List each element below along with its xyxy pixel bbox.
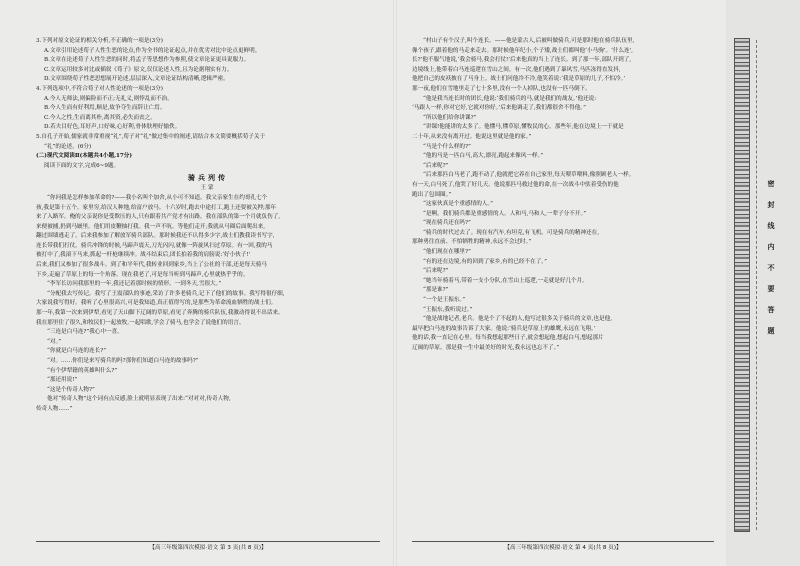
story-line: 长?’他不服气地说,‘我会骑马,我会打仗!’后来他真的当上了连长。到了那一年,部队开到了, xyxy=(412,57,632,64)
right-page xyxy=(398,0,724,566)
story-line: 最早把白马连的故事告诉了大家。他说:‘骑兵是草原上的雄鹰,永远在飞翔。’ xyxy=(412,325,596,332)
story-line: “这家伙真是个重感情的人。” xyxy=(423,201,494,208)
story-line: “有个伊犁籍的英雄叫什么?” xyxy=(47,367,118,374)
story-line: “骑兵的时代过去了。现在有汽车,有坦克,有飞机。可是骑兵的精神还在, xyxy=(423,229,600,236)
story-line: “分配我去写传记。我写了王震部队的事迹,采访了许多老骑兵,记下了他们的故事。我写得很仔细, xyxy=(47,290,285,297)
story-line: “所以他们给你讲课?” xyxy=(423,114,477,121)
question-5: 5.自孔子开始,儒家就非常重视“礼”,荀子对“礼”做过集中的阐述,请结合本文简要概括荀子关于 xyxy=(36,133,266,140)
story-line: 有一天,白马死了,他哭了好几天。他说那匹马救过他的命,在一次战斗中驮着受伤的他 xyxy=(412,181,619,188)
option-line: D.若夫目好色,耳好声,口好味,心好利,骨体肤理好愉佚。 xyxy=(44,124,181,131)
story-line: “马是个什么样的?” xyxy=(423,143,471,150)
option-line: C.文章运用较多对比或插叙《荀子》原文,仅仅论述人性,且为论据翔实有力。 xyxy=(44,66,233,73)
story-line: “是啊。我们骑兵都是重感情的人。人和马,马和人,一辈子分不开。” xyxy=(423,210,587,217)
story-line: 二十年,从来没有离开过。他说这里就是他的家。” xyxy=(412,133,532,140)
story-line: “有的还在边境,有的回到了家乡,有的已经不在了。” xyxy=(423,258,547,265)
story-line: 他对“传奇人物”这个词有点反感,脸上就明显表现了出来:“对对对,传奇人物, xyxy=(47,396,231,403)
story-line: “他是战地记者,老兵。他是个了不起的人,他写过很多关于骑兵的文章,也是他, xyxy=(423,316,612,323)
left-page-text xyxy=(36,37,380,415)
story-line: “王振东,我听说过。” xyxy=(423,306,473,313)
story-line: “这是个传奇人物?” xyxy=(47,386,95,393)
binding-stripe xyxy=(734,38,750,532)
story-line: “那还用说!” xyxy=(47,377,78,384)
story-line: “三连是白马连?”我心中一喜。 xyxy=(47,329,123,336)
story-line: “后来呢?” xyxy=(423,268,449,275)
story-line: 来便被捕,扔到马厩里。他们用皮鞭抽打我。我一声不吭。等他们走开,我就从马圈后面爬出来, xyxy=(36,223,266,230)
story-line: 连长带我们打仗。骑兵冲锋的时候,马蹄声震天,刀光闪闪,就像一阵旋风扫过草原。有一回,我的马 xyxy=(36,242,273,249)
instruction: 阅读下面的文字,完成6~9题。 xyxy=(44,162,120,169)
option-line: D.文章围绕荀子性恶思想展开论述,层层深入,文章论证结构清晰,逻辑严密。 xyxy=(44,76,229,83)
story-line: “她当年骑着马,带着一支小分队,在雪山上巡逻,一走就是好几个月。 xyxy=(423,277,588,284)
story-line: 传奇人物……” xyxy=(36,405,73,412)
story-line: 那种勇往直前、不怕牺牲的精神,永远不会过时。” xyxy=(412,239,532,246)
left-page-footer: 【高三年级第四次模拟·语文 第 3 页(共 8 页)】 xyxy=(36,541,380,554)
story-line: “你就是白马连的连长?” xyxy=(47,348,107,355)
story-line: “现在骑兵还在吗?” xyxy=(423,220,471,227)
left-page xyxy=(0,0,392,566)
question-5-cont: “礼”的论述。(6分) xyxy=(44,143,92,150)
story-line: “那是谁?” xyxy=(423,287,449,294)
story-line: 他的话,我一直记在心里。每当我想起那些日子,就会想起他,想起白马,想起那片 xyxy=(412,335,604,342)
option-line: B.今人生而有好利焉,顺是,故争夺生而辞让亡焉。 xyxy=(44,105,166,112)
story-line: “一个是王振东。” xyxy=(423,297,466,304)
story-line: ‘马跟人一样,你对它好,它就对你好。’后来他调走了,我们都很舍不得他。” xyxy=(412,105,586,112)
story-line: 边境线上,他带着白马连巡逻在雪山之间。有一次,他们遇到了暴风雪,马匹冻得直发抖, xyxy=(412,66,621,73)
seal-line-notice: 密封线内不要答题 xyxy=(767,180,776,348)
story-line: “讲课!他能讲的太多了。他懂马,懂草原,懂牧民的心。那些年,他在边境上一干就是 xyxy=(423,124,624,131)
story-line: “对。” xyxy=(47,338,62,345)
page-fold-divider xyxy=(393,0,397,566)
question-4: 4.下列选项中,不符合荀子对人性论述的一项是(3分) xyxy=(36,85,163,92)
question-3: 3.下列对原文论证的相关分析,不正确的一项是(3分) xyxy=(36,38,163,44)
story-line: 来了入路军。俺的父亲说你是受欺压的人,只有跟着共产党才有出路。我在部队的第一个月就负伤了, xyxy=(36,214,281,221)
story-line: “村山子有个汉子,叫个连长。——他是蒙古人,后被叫做骑兵,可是那时他在骑兵队伍里, xyxy=(423,38,635,44)
option-line: A.文章引用论述荀子人性生恶的论点,作为全书的论证起点,并在优劣对比中论点更鲜明。 xyxy=(44,47,261,54)
story-line: 跑出了包围圈。” xyxy=(412,191,452,198)
right-page-footer: 【高三年级第四次模拟·语文 第 4 页(共 8 页)】 xyxy=(412,541,714,554)
seal-line xyxy=(756,40,757,530)
story-line: 辽阔的草原。那是我一生中最美好的时光,我永远也忘不了。” xyxy=(412,345,560,351)
story-line: “他的马是一匹白马,高大,漂亮,跑起来像风一样。” xyxy=(423,153,544,160)
right-page-text xyxy=(412,37,714,354)
option-line: A.今人无师法,则偏险而不正;无礼义,则悖乱而不治。 xyxy=(44,95,173,102)
option-line: C.今人之性,生而离其朴,离其资,必失而丧之。 xyxy=(44,114,156,121)
story-line: 孩,我是第十五个。家里穷,给汉人种地,给富户放马。十六岁时,跑去中途打工,跑上还要被关押;那年 xyxy=(36,204,277,211)
option-line: B.文章在论述荀子人性生恶的同时,将孟子等思想作为参照,使文章论证更具说服力。 xyxy=(44,57,250,64)
story-line: “他们现在在哪里?” xyxy=(423,249,471,256)
story-line: “李军长访问我那里的一年,我还记着那时候的情形。一到冬天,雪很大。” xyxy=(47,281,222,288)
story-line: 那一夜,他们在雪地里走了七十多里,没有一个人掉队,也没有一匹马倒下。 xyxy=(412,85,591,92)
story-title: 骑兵列传 xyxy=(188,173,228,183)
story-line: 他把自己的皮袄披在了马身上。战士们问他冷不冷,他笑着说:‘我是草原的儿子,不怕冷。’ xyxy=(412,76,626,83)
story-line: 大家说我写得好。我听了心里很高兴,可是我知道,真正值得写的,是那些为革命流血牺牲的战士们。 xyxy=(36,300,277,307)
story-line: 翻过围墙逃走了。后来我参加了解放军骑兵部队。那时候我还不认得多少字,战士们教我读书写字, xyxy=(36,233,275,240)
story-line: “后来呢?” xyxy=(423,162,449,169)
section-heading: (二)现代文阅读Ⅱ(本题共4小题,17分) xyxy=(36,153,133,160)
story-line: 下乡,走遍了草原上的每一个角落。现在我老了,可是每当听到马蹄声,心里就热乎乎的。 xyxy=(36,271,249,278)
story-line: “后来那匹白马老了,跑不动了,他就把它养在自己家里,每天喂草喂料,像照顾老人一样。 xyxy=(423,172,635,179)
story-line: 被打中了,我滚下马来,抓起一杆枪继续冲。战斗结束后,团长拍着我的肩膀说:‘好小伙子!’ xyxy=(36,252,251,259)
story-line: “你问我是怎样参加革命的?——我小名叫个加舍,从小可不知道。我父亲家生在约哥孔七个 xyxy=(47,194,268,201)
story-author: 王蒙 xyxy=(200,185,216,192)
story-line: 我在那里住了很久,和牧民们一起放牧,一起唱歌,学会了骑马,也学会了说他们的语言。 xyxy=(36,319,245,326)
story-line: “对。……你们是来写骑兵的吗?那你们知道白马连的故事吗?” xyxy=(47,358,199,364)
story-line: 那一年,我第一次来到伊犁,看见了天山脚下辽阔的草原,看见了奔腾的骑兵队伍,我激动得说不出话来。 xyxy=(36,310,284,317)
story-line: “他是我当连长时的团长,他说:‘我们骑兵的马,就是我们的战友。’他还说: xyxy=(423,95,597,102)
story-line: 像个孩子,跟着他的马走来走去。那时候他年纪小,个子矮,战士们都叫他‘小马驹’。‘什么连', xyxy=(412,47,633,54)
story-line: 后来,我们又参加了很多战斗。到了和平年代,我转业回到家乡,当上了公社的干部,还是每天骑马 xyxy=(36,262,267,269)
